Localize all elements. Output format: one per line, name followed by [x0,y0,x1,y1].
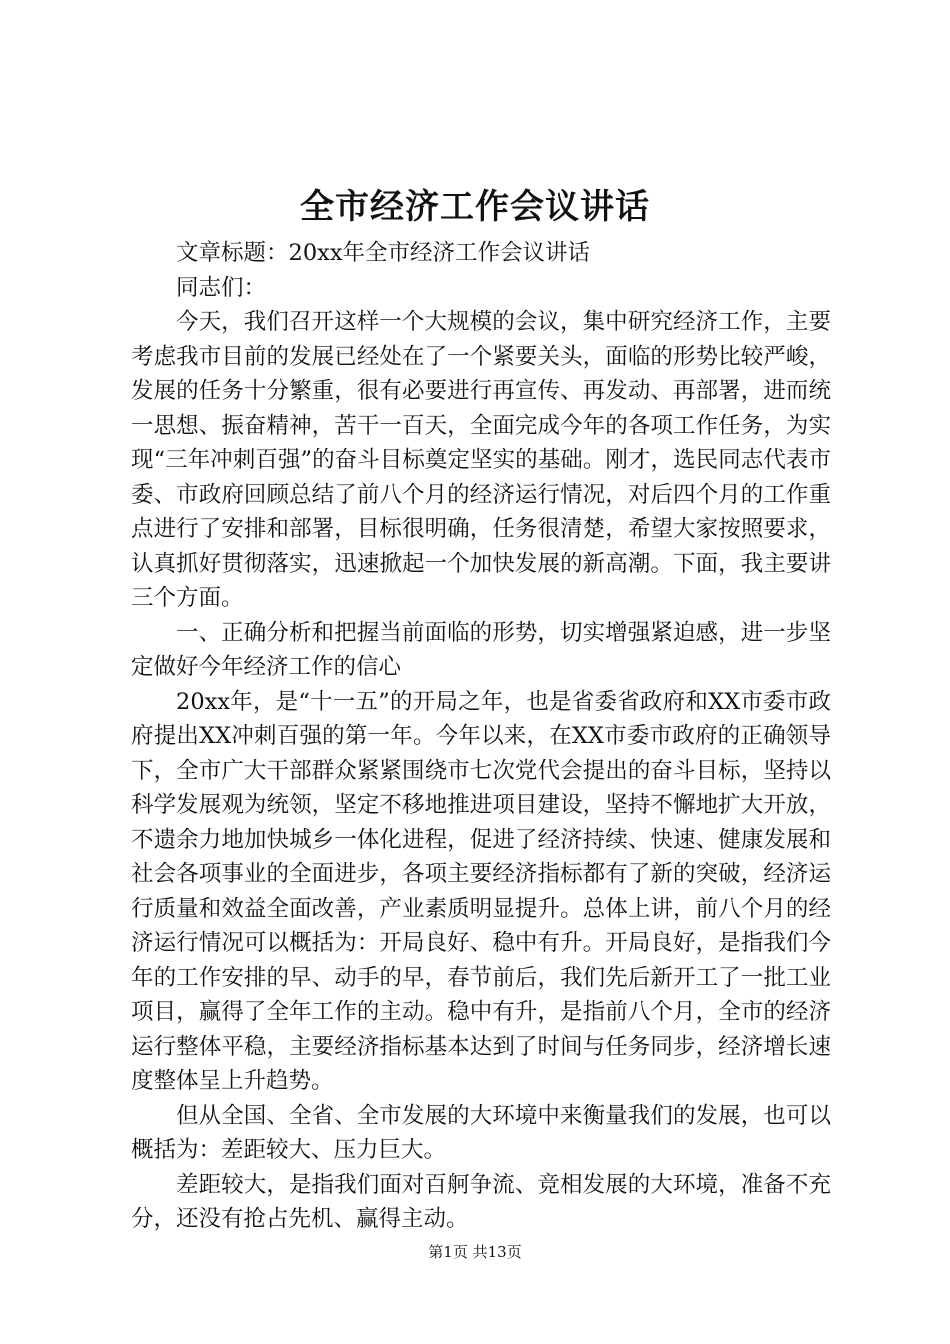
salutation: 同志们： [176,274,267,301]
page-footer: 第1页 共13页 [428,1243,522,1261]
paragraph: 但从全国、全省、全市发展的大环境中来衡量我们的发展，也可以概括为：差距较大、压力巨大。 [131,1102,831,1163]
section-heading: 一、正确分析和把握当前面临的形势，切实增强紧迫感，进一步坚定做好今年经济工作的信心 [131,619,831,680]
document-body [131,236,831,1237]
document-title: 全市经济工作会议讲话 [300,187,650,227]
paragraph: 今天，我们召开这样一个大规模的会议，集中研究经济工作，主要考虑我市目前的发展已经处在了一个紧要关头，面临的形势比较严峻，发展的任务十分繁重，很有必要进行再宣传、再发动、再部署，进而统一思想、振奋精神，苦干一百天，全面完成今年的各项工作任务，为实现“三年冲刺百强”的奋斗目标奠定坚实的基础。刚才，选民同志代表市委、市政府回顾总结了前八个月的经济运行情况，对后四个月的工作重点进行了安排和部署，目标很明确，任务很清楚，希望大家按照要求，认真抓好贯彻落实，迅速掀起一个加快发展的新高潮。下面，我主要讲三个方面。 [131,309,831,611]
paragraph: 差距较大，是指我们面对百舸争流、竞相发展的大环境，准备不充分，还没有抢占先机、赢得主动。 [131,1171,831,1232]
article-heading-line: 文章标题：20xx年全市经济工作会议讲话 [176,240,591,266]
paragraph: 20xx年，是“十一五”的开局之年，也是省委省政府和XX市委市政府提出XX冲刺百强的第一年。今年以来，在XX市委市政府的正确领导下，全市广大干部群众紧紧围绕市七次党代会提出的奋斗目标，坚持以科学发展观为统领，坚定不移地推进项目建设，坚持不懈地扩大开放，不遗余力地加快城乡一体化进程，促进了经济持续、快速、健康发展和社会各项事业的全面进步，各项主要经济指标都有了新的突破，经济运行质量和效益全面改善，产业素质明显提升。总体上讲，前八个月的经济运行情况可以概括为：开局良好、稳中有升。开局良好，是指我们今年的工作安排的早、动手的早，春节前后，我们先后新开工了一批工业项目，赢得了全年工作的主动。稳中有升，是指前八个月，全市的经济运行整体平稳，主要经济指标基本达到了时间与任务同步，经济增长速度整体呈上升趋势。 [131,688,831,1094]
